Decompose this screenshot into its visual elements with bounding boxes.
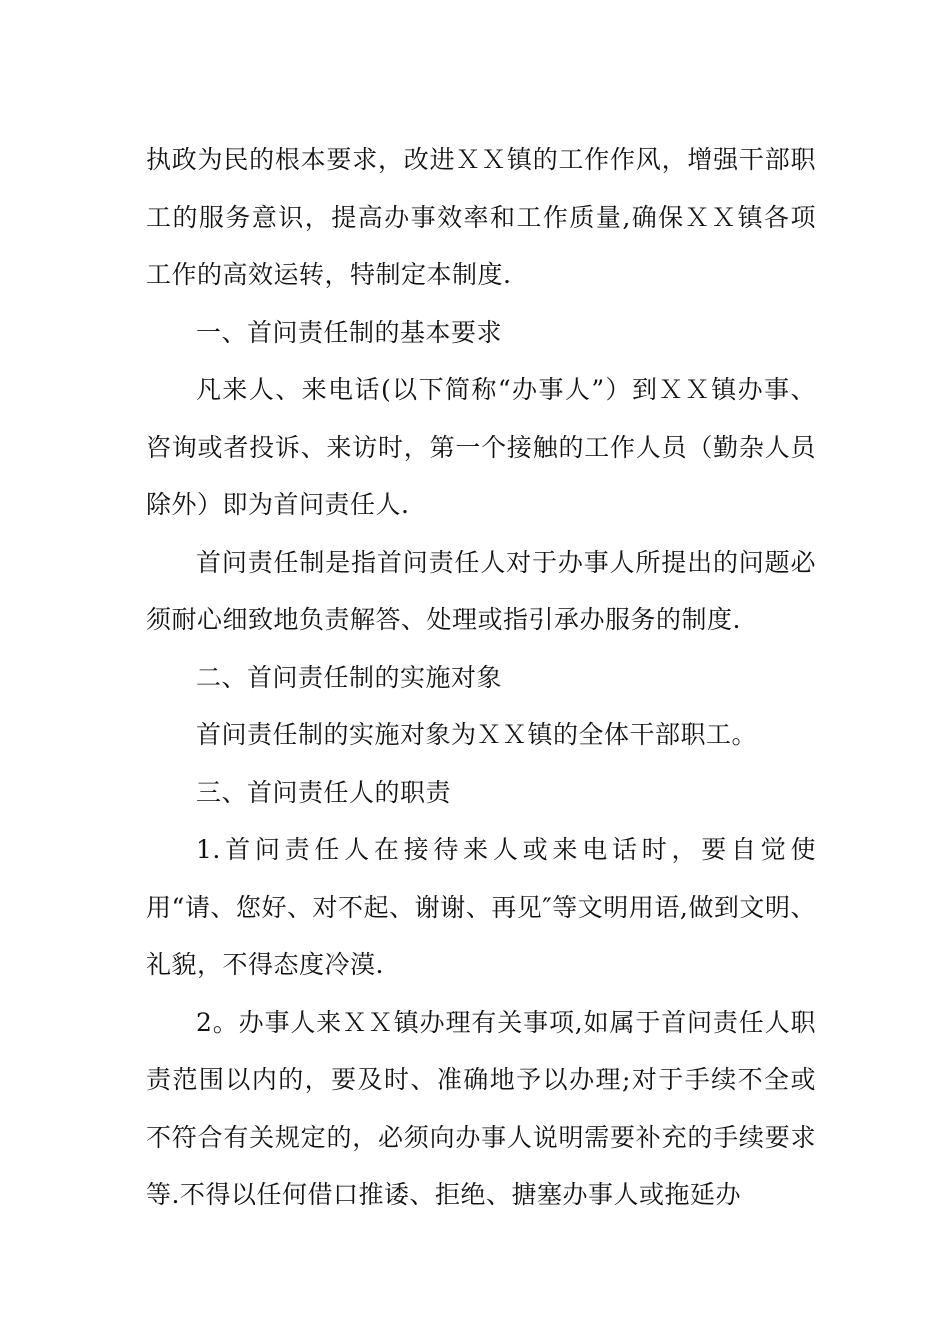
document-body [146, 131, 816, 1224]
section-heading-1: 一、首问责任制的基本要求 [196, 317, 503, 347]
paragraph-3: 首问责任制的实施对象为ＸＸ镇的全体干部职工。 [196, 720, 758, 749]
paragraph-2: 首问责任制是指首问责任人对于办事人所提出的问题必须耐心细致地负责解答、处理或指引承办服务的制度. [146, 547, 816, 634]
paragraph-intro: 执政为民的根本要求，改进ＸＸ镇的工作作风，增强干部职工的服务意识，提高办事效率和工作质量,确保ＸＸ镇各项工作的高效运转，特制定本制度. [146, 145, 816, 289]
section-heading-2: 二、首问责任制的实施对象 [196, 662, 503, 692]
paragraph-1: 凡来人、来电话(以下简称“办事人”）到ＸＸ镇办事、咨询或者投诉、来访时，第一个接触的工作人员（勤杂人员除外）即为首问责任人. [146, 375, 816, 519]
paragraph-4: 1.首问责任人在接待来人或来电话时，要自觉使用“请、您好、对不起、谢谢、再见″等文明用语,做到文明、礼貌，不得态度冷漠. [146, 835, 816, 979]
paragraph-5: 2。办事人来ＸＸ镇办理有关事项,如属于首问责任人职责范围以内的，要及时、准确地予以办理;对于手续不全或不符合有关规定的，必须向办事人说明需要补充的手续要求等.不得以任何借口推诿、拒绝、搪塞办事人或拖延办 [146, 1007, 816, 1209]
section-heading-3: 三、首问责任人的职责 [196, 777, 452, 807]
